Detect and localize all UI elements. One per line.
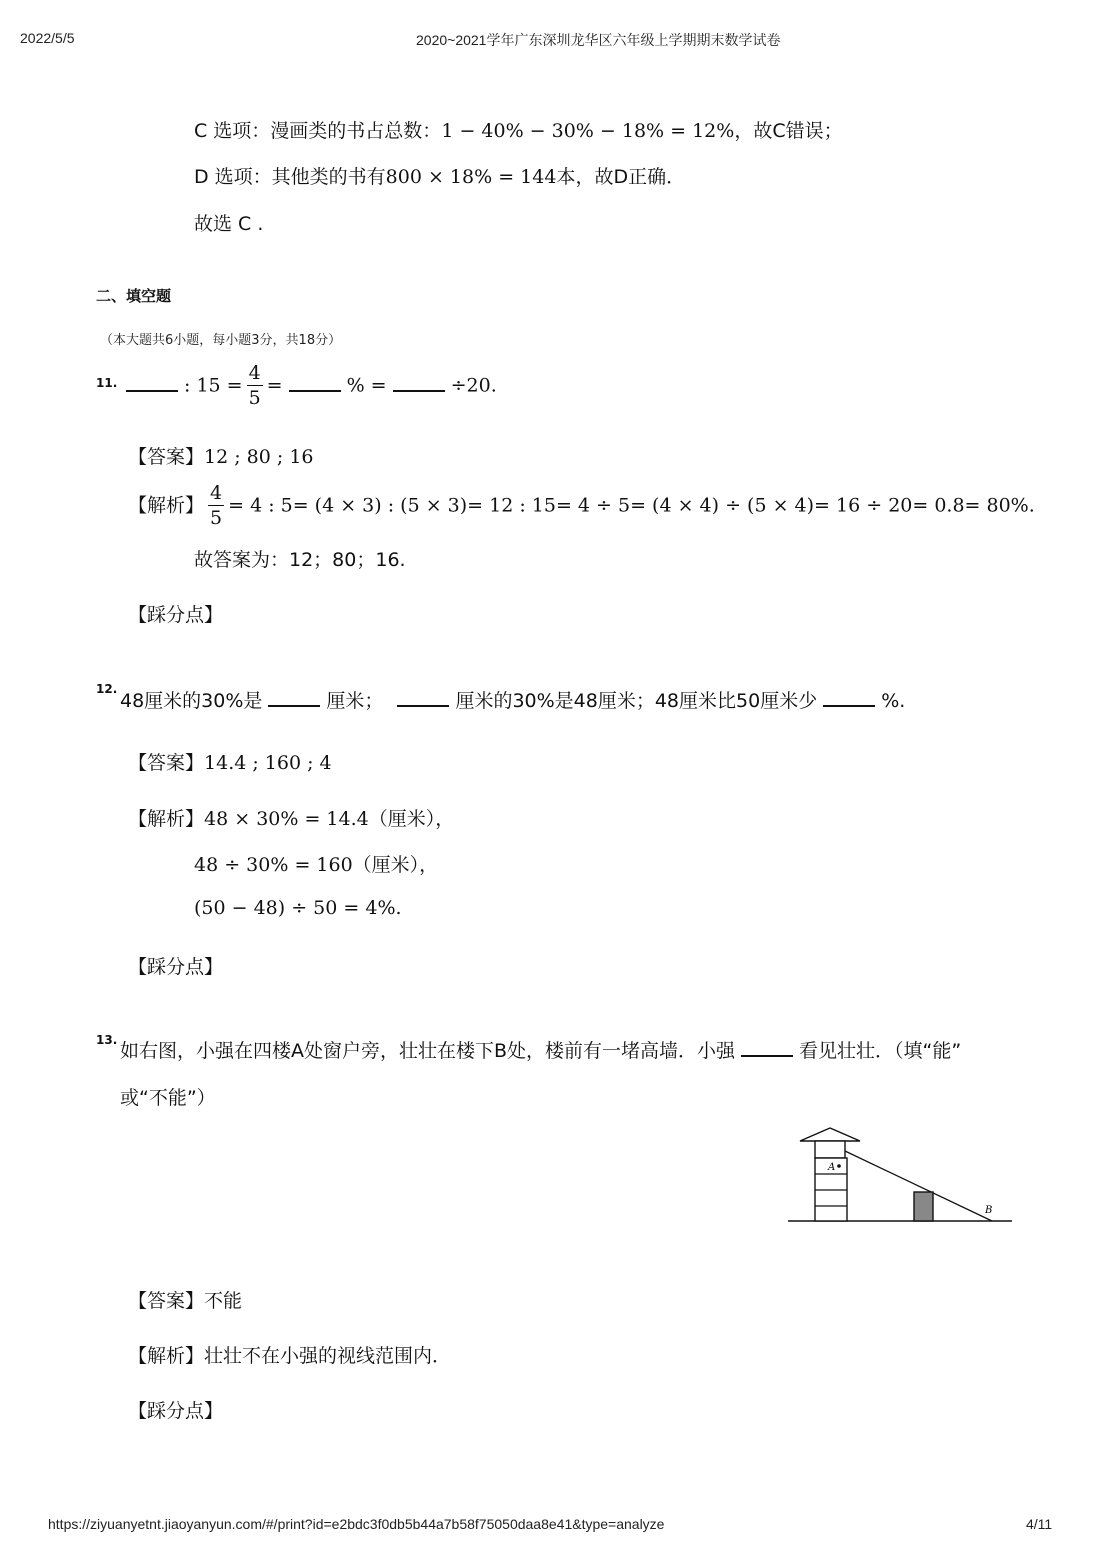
option-c-tail: ，故C错误；: [734, 120, 843, 142]
points-label-13: 【踩分点】: [128, 1400, 224, 1422]
wall: [914, 1192, 933, 1221]
question-13-text: 如右图，小强在四楼A处窗户旁，壮壮在楼下B处，楼前有一堵高墙．小强 看见壮壮．（填“能”: [120, 1040, 962, 1062]
points-label-11: 【踩分点】: [128, 604, 224, 626]
answer-blank[interactable]: [397, 689, 449, 707]
question-12-text: 48厘米的30%是 厘米； 厘米的30%是48厘米；48厘米比50厘米少 %.: [120, 690, 906, 712]
point-b-label: B: [985, 1205, 993, 1216]
point-a-label: A: [828, 1162, 836, 1173]
point-a-dot: [837, 1164, 841, 1168]
option-d-tail: 本，故D正确．: [556, 166, 686, 188]
footer-url[interactable]: https://ziyuanyetnt.jiaoyanyun.com/#/print?id=e2bdc3f0db5b44a7b58f75050daa8e41&type=analyze: [48, 1516, 665, 1532]
analysis-step-3: (50 − 48) ÷ 50 = 4%.: [194, 897, 402, 919]
answer-value: 12 ; 80 ; 16: [204, 446, 314, 468]
answer-blank[interactable]: [126, 374, 178, 392]
analysis-math: = 4 : 5= (4 × 3) : (5 × 3)= 12 : 15= 4 ÷ 5= (4 × 4) ÷ (5 × 4)= 16 ÷ 20= 0.8= 80%.: [228, 494, 1035, 517]
answer-label: 【答案】: [128, 1290, 205, 1312]
question-number-11: 11.: [96, 376, 118, 390]
option-d-label: D 选项：其他类的书有: [194, 166, 386, 188]
question-13-text-cont: 或“不能”）: [120, 1087, 216, 1109]
print-date: 2022/5/5: [20, 30, 75, 46]
section-note: （本大题共6小题，每小题3分，共18分）: [100, 333, 342, 348]
option-c-label: C 选项：漫画类的书占总数：: [194, 120, 442, 142]
analysis-label: 【解析】: [128, 1345, 205, 1367]
building-roof: [800, 1128, 860, 1141]
answer-value: 不能: [204, 1290, 243, 1312]
page-title: 2020~2021学年广东深圳龙华区六年级上学期期末数学试卷: [416, 32, 781, 48]
answer-line-12: [128, 748, 332, 775]
conclusion-11: 故答案为：12；80；16.: [194, 549, 406, 571]
option-c-line: [194, 116, 843, 143]
roof-block: [815, 1141, 845, 1158]
answer-blank[interactable]: [393, 374, 445, 392]
fraction: $\frac{4}{5}$: [248, 362, 261, 409]
points-label-12: 【踩分点】: [128, 956, 224, 978]
answer-blank[interactable]: [289, 374, 341, 392]
answer-blank[interactable]: [741, 1039, 793, 1057]
answer-line-13: [128, 1286, 242, 1313]
option-d-line: [194, 162, 685, 189]
analysis-label: 【解析】: [128, 494, 205, 517]
prev-conclusion: 故选 C .: [194, 213, 264, 235]
option-d-math: 800 × 18% = 144: [385, 166, 557, 188]
sightline-diagram: [780, 1120, 1020, 1230]
analysis-line-13: 【解析】壮壮不在小强的视线范围内．: [128, 1345, 452, 1367]
answer-line-11: [128, 442, 314, 469]
option-c-math: 1 − 40% − 30% − 18% = 12%: [441, 120, 735, 142]
section-title: 二、填空题: [96, 287, 172, 305]
analysis-line-11: [128, 484, 1035, 528]
fraction: $\frac{4}{5}$: [210, 482, 223, 529]
answer-label: 【答案】: [128, 752, 205, 774]
analysis-step-2: 48 ÷ 30% = 160（厘米），: [194, 854, 439, 876]
analysis-label: 【解析】: [128, 808, 205, 830]
answer-blank[interactable]: [823, 689, 875, 707]
answer-value: 14.4 ; 160 ; 4: [204, 752, 332, 774]
question-number-13: 13.: [96, 1033, 118, 1047]
answer-label: 【答案】: [128, 446, 205, 468]
question-number-12: 12.: [96, 682, 118, 696]
answer-blank[interactable]: [268, 689, 320, 707]
analysis-line-12: 【解析】48 × 30% = 14.4（厘米），: [128, 808, 455, 830]
page-number: 4/11: [1026, 1516, 1053, 1532]
question-11-text: : 15 = $\frac{4}{5}$ = % = ÷20.: [124, 364, 497, 408]
